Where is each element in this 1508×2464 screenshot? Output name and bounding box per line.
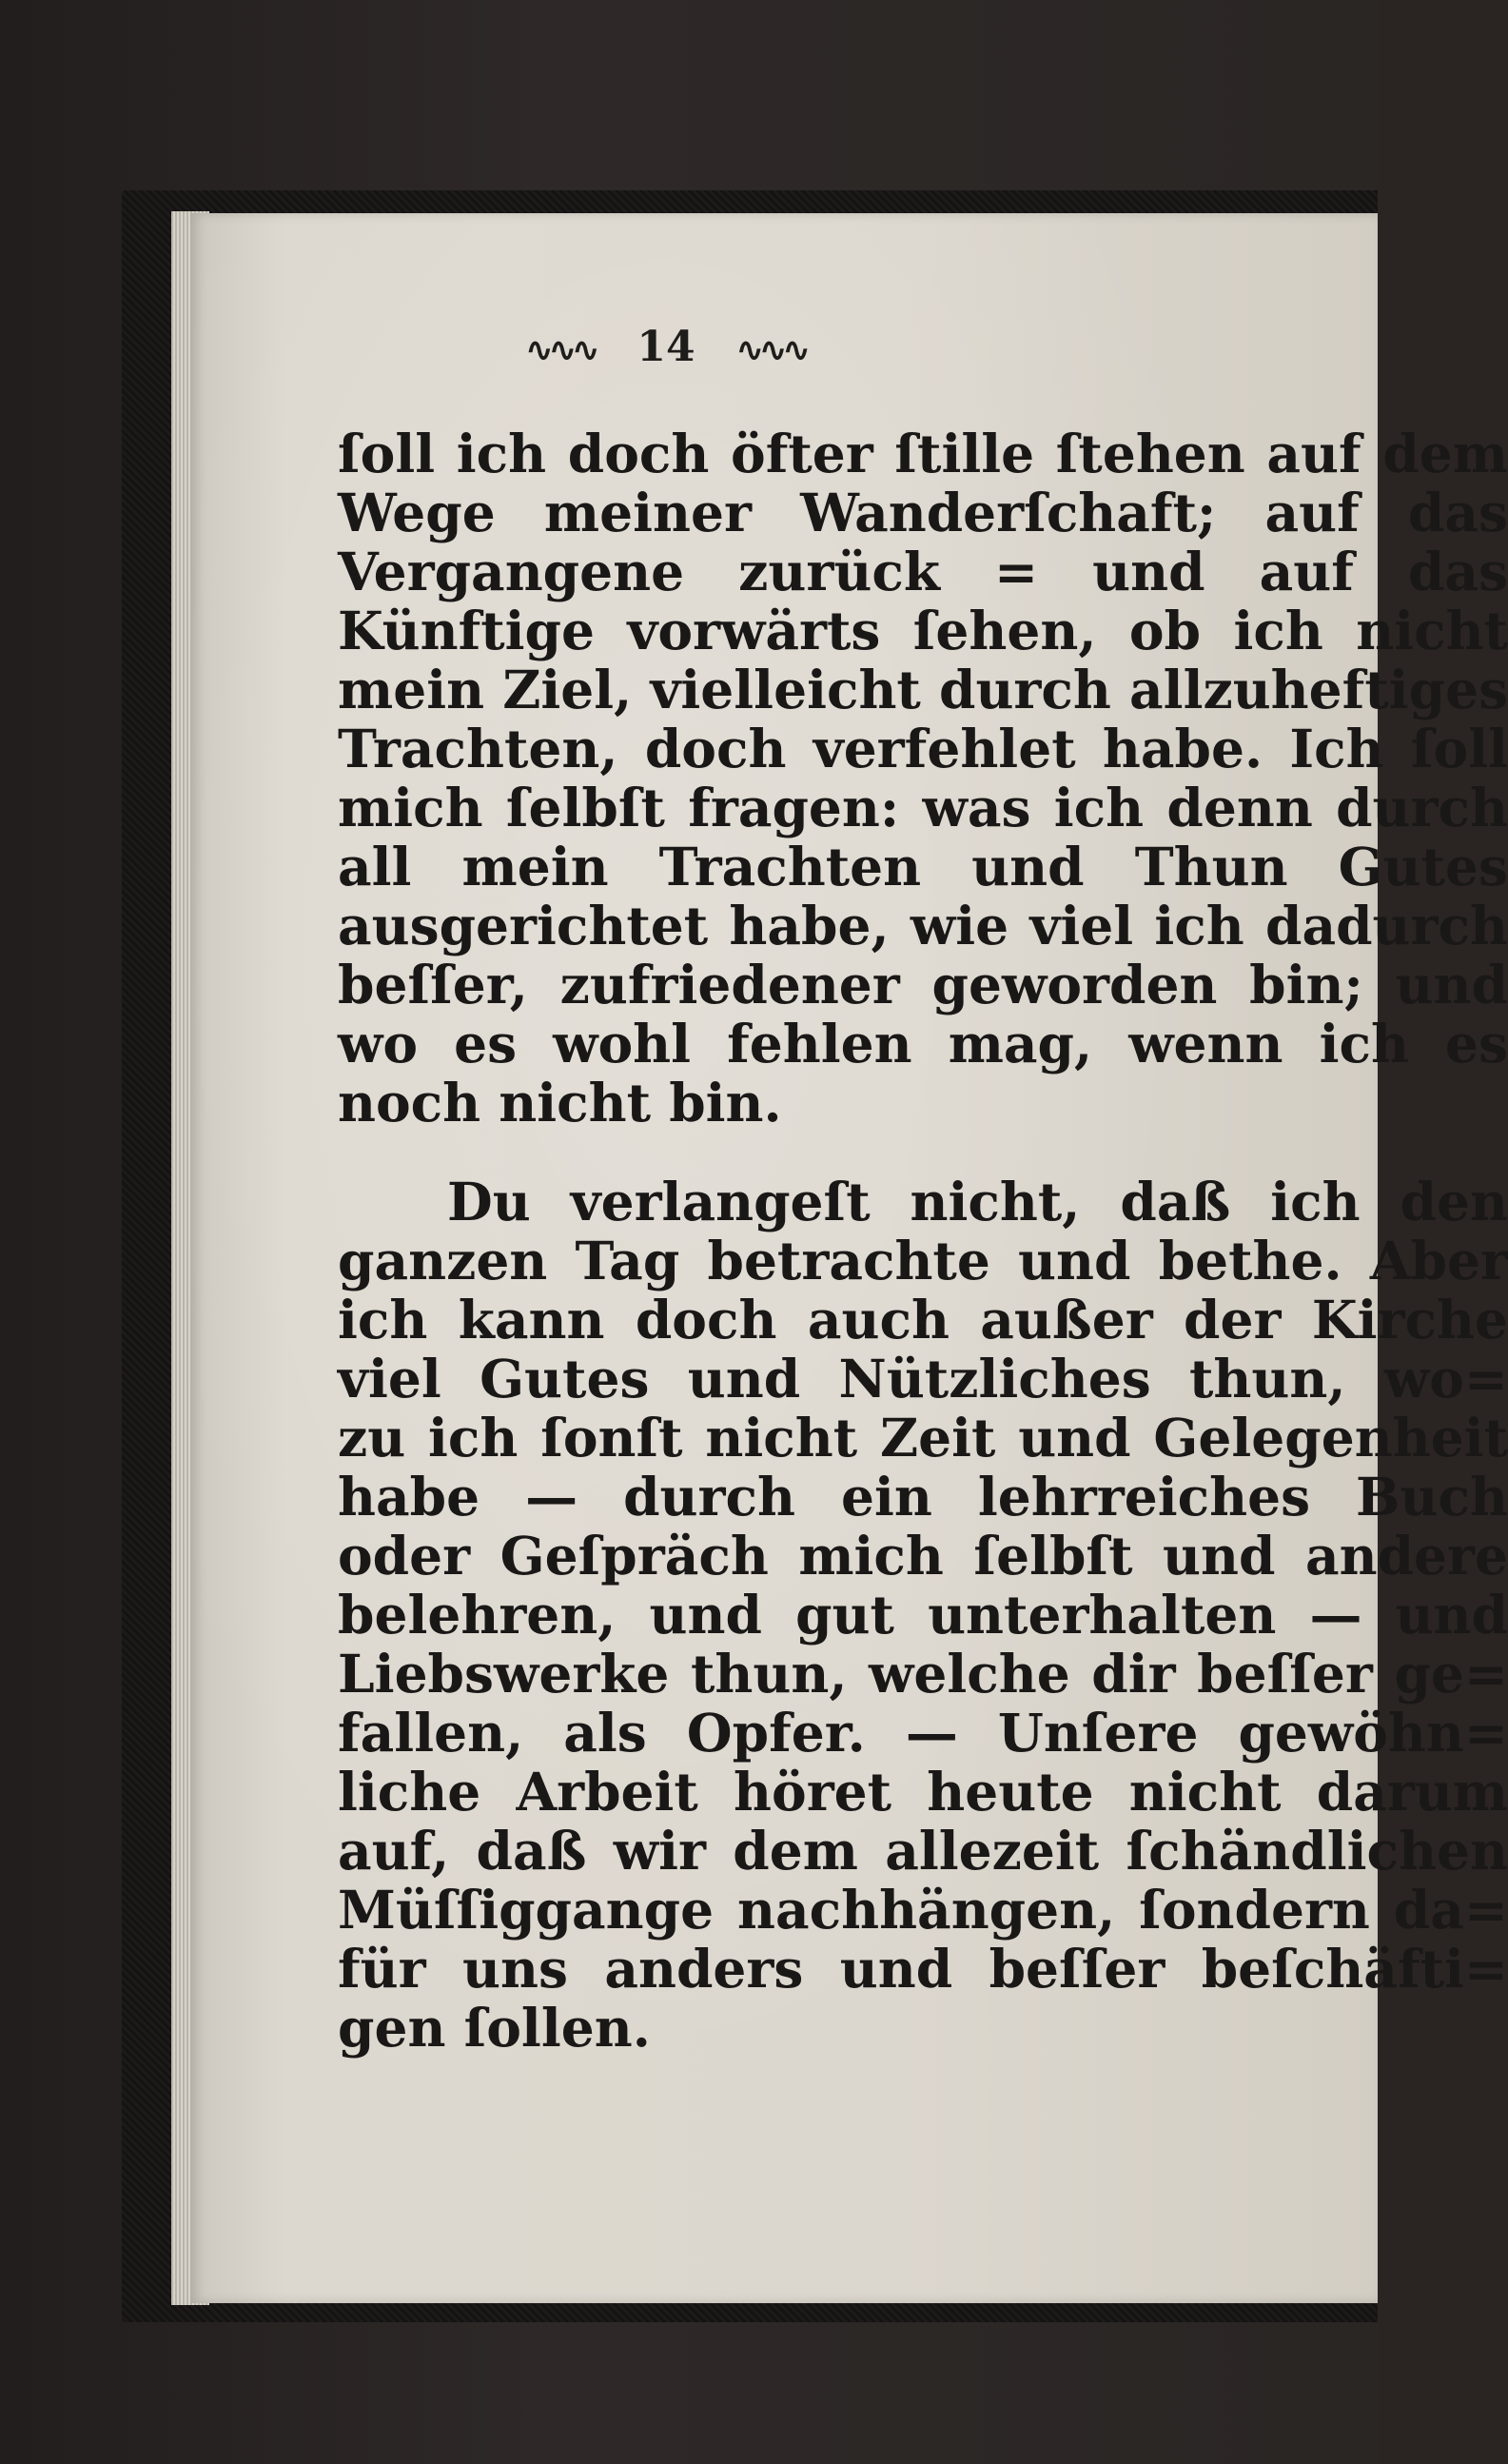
text-line: ich kann doch auch außer der Kirche [338,1289,1508,1350]
text-line: Trachten, doch verfehlet habe. Ich ſoll [338,718,1508,779]
text-line: viel Gutes und Nützliches thun, wo= [338,1348,1508,1409]
text-line: Wege meiner Wanderſchaft; auf das [338,482,1508,543]
text-line: gen ſollen. [338,1997,651,2059]
ornament-right-icon: ∿∿∿ [735,330,807,369]
text-line: liche Arbeit höret heute nicht darum [338,1761,1508,1823]
page-number: 14 [636,323,695,371]
paragraph-1 [338,424,1508,1133]
text-line: Künftige vorwärts ſehen, ob ich nicht [338,600,1508,661]
text-line: noch nicht bin. [338,1072,782,1133]
text-line: oder Geſpräch mich ſelbſt und andere [338,1525,1508,1587]
text-line: ſoll ich doch öfter ſtille ſtehen auf dem [338,423,1508,484]
text-line: belehren, und gut unterhalten — und [338,1584,1508,1646]
text-line: ausgerichtet habe, wie viel ich dadurch [338,895,1508,956]
text-line: mich ſelbſt fragen: was ich denn durch [338,777,1508,838]
text-line: all mein Trachten und Thun Gutes [338,836,1508,897]
text-line: beſſer, zufriedener geworden bin; und [338,954,1508,1015]
text-line: fallen, als Opfer. — Unſere gewöhn= [338,1702,1508,1764]
text-line: wo es wohl fehlen mag, wenn ich es [338,1013,1508,1074]
text-line: zu ich ſonſt nicht Zeit und Gelegenheit [338,1407,1508,1469]
text-line: mein Ziel, vielleicht durch allzuheftiges [338,659,1508,720]
text-line: Müſſiggange nachhängen, ſondern da= [338,1879,1508,1941]
book-page [190,213,1508,2303]
text-line: Liebswerke thun, welche dir beſſer ge= [338,1643,1508,1705]
ornament-left-icon: ∿∿∿ [525,330,597,369]
paragraph-2 [338,1173,1508,2058]
text-line: ganzen Tag betrachte und bethe. Aber [338,1230,1508,1291]
text-line: auf, daß wir dem allezeit ſchändlichen [338,1820,1508,1882]
text-line: Du verlangeſt nicht, daß ich den [447,1171,1508,1232]
text-line: für uns anders und beſſer beſchäfti= [338,1938,1508,2000]
text-line: Vergangene zurück = und auf das [338,541,1508,602]
page-header [190,323,1142,371]
text-line: habe — durch ein lehrreiches Buch [338,1466,1508,1528]
